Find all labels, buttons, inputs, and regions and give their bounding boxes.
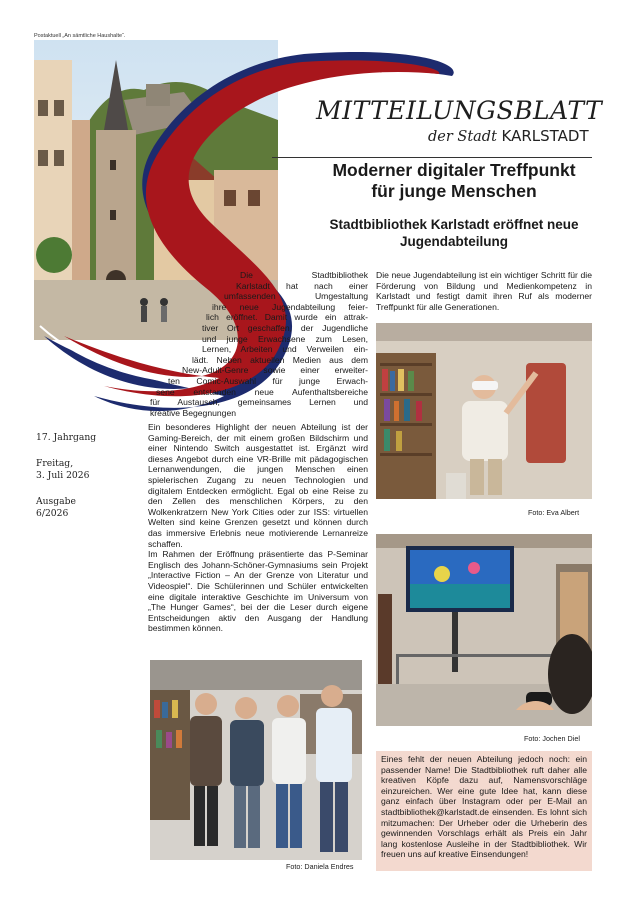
issue-meta [36, 432, 136, 520]
intro-line: New-Adult-Genre sowie einer erweiter- [182, 365, 368, 376]
intro-line: lädt. Neben aktuellen Medien aus dem [192, 354, 368, 365]
intro-line: Lernen, Arbeiten und Verweilen ein- [202, 344, 368, 355]
postal-note: Postaktuell „An sämtliche Haushalte“. [34, 33, 126, 39]
intro-line: und junge Erwachsene zum Lesen, [202, 333, 368, 344]
intro-line: kreative Begegnungen [150, 407, 237, 418]
intro-line: lich eröffnet. Damit wurde ein attrak- [206, 312, 368, 323]
article-headline [300, 160, 608, 202]
intro-line: tiver Ort geschaffen, der Jugendliche [202, 322, 368, 333]
masthead-title: MITTEILUNGSBLATT [316, 96, 603, 125]
article-body-left [148, 422, 368, 634]
article-body-right [376, 270, 592, 312]
issue-number: 6/2026 [36, 508, 69, 519]
gaming-photo-caption: Foto: Jochen Diel [524, 734, 580, 743]
vr-photo-caption: Foto: Eva Albert [528, 508, 580, 517]
intro-line: für Austausch, gemeinsames Lernen und [150, 397, 368, 408]
issue-label: Ausgabe [36, 496, 76, 507]
masthead-subtitle [428, 127, 589, 145]
subheadline-line: Jugendabteilung [400, 234, 508, 249]
intro-line: Die Stadtbibliothek [240, 270, 368, 280]
intro-line: Karlstadt hat nach einer [236, 280, 368, 291]
intro-line: ten Comic-Auswahl für junge Erwach- [168, 375, 368, 386]
issue-weekday: Freitag, [36, 458, 74, 469]
gaming-photo [376, 534, 592, 726]
intro-line: ihre neue Jugendabteilung feier- [212, 301, 368, 312]
paragraph-right: Die neue Jugendabteilung ist ein wichtiger Schritt für die Förderung von Bildung und Medienkompetenz in Karlstadt und festigt damit ihren Ruf als moderner Treffpunkt für alle Generationen. [376, 270, 592, 312]
issue-volume: 17. Jahrgang [36, 432, 97, 443]
vr-photo [376, 323, 592, 499]
intro-line: sene entstanden neue Aufenthaltsbereiche [156, 386, 368, 397]
group-photo-caption: Foto: Daniela Endres [286, 862, 354, 871]
group-photo [150, 660, 362, 860]
masthead-rule [272, 157, 592, 158]
paragraph-seminar: Im Rahmen der Eröffnung präsentierte das P-Seminar Englisch des Johann-Schöner-Gymnasiums sein Projekt „Interactive Fiction – An der Grenze von Literatur und Videospiel“. Die Schülerinnen und Schüler entwickelten eine digitale interaktive Geschichte im Universum von „The Hunger Games“, bei der die Leser durch eigene Entscheidungen aktiv den Ausgang der Handlung bestimmen können. [148, 549, 368, 634]
name-contest-text: Eines fehlt der neuen Abteilung jedoch noch: ein passender Name! Die Stadtbibliothek ruft daher alle kreativen Köpfe dazu auf, Namensvorschläge einzureichen. Wer eine gute Idee hat, kann diese ganz einfach über Instagram oder per E-Mail an stadtbibliothek@karlstadt.de einsenden. Es lohnt sich mitzumachen: Der Urheber oder die Urheberin des gewinnenden Vorschlags erhält als Preis ein Jahr lang kostenlose Ausleihe in der Stadtbibliothek. Wir freuen uns auf kreative Einsendungen! [381, 754, 587, 860]
masthead-subtitle-prefix: der Stadt [428, 129, 497, 145]
paragraph-gaming: Ein besonderes Highlight der neuen Abteilung ist der Gaming-Bereich, der mit einem großen Bildschirm und einer Nintendo Switch ausgestattet ist. Ergänzt wird dieses Angebot durch eine VR-Brille mit pädagogischen Lernanwendungen, die jungen Menschen einen spielerischen Zugang zu neuen Technologien und digitalem Entdecken ermöglicht. Egal ob eine Reise zu den Zellen des menschlichen Körpers, zu den Wolkenkratzern New York Cities oder zur ISS: virtuellen Welten sind keine Grenzen gesetzt und können durch das immersive Erlebnis neue motivierende Lernanreize schaffen. [148, 422, 368, 549]
intro-line: umfassenden Umgestaltung [224, 291, 368, 302]
issue-date: 3. Juli 2026 [36, 470, 90, 481]
masthead-town: KARLSTADT [501, 127, 589, 145]
headline-line: Moderner digitaler Treffpunkt [332, 160, 576, 180]
article-intro [140, 270, 368, 418]
name-contest-box [376, 751, 592, 871]
article-subheadline [300, 216, 608, 250]
subheadline-line: Stadtbibliothek Karlstadt eröffnet neue [329, 217, 579, 232]
headline-line: für junge Menschen [371, 181, 537, 201]
